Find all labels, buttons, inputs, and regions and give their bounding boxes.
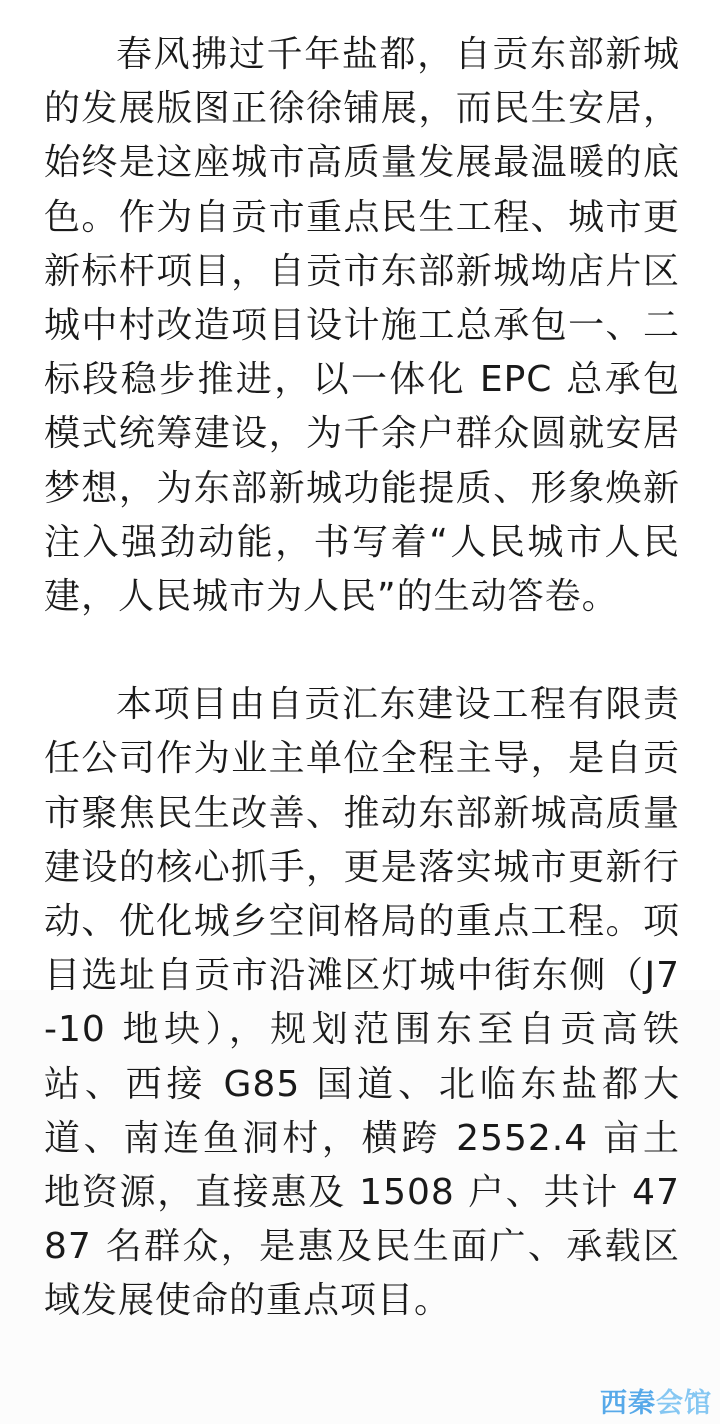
paragraph-project-overview: 本项目由自贡汇东建设工程有限责任公司作为业主单位全程主导，是自贡市聚焦民生改善、推动东部新城高质量建设的核心抓手，更是落实城市更新行动、优化城乡空间格局的重点工程。项目选址自贡市沿滩区灯城中街东侧（J7-10 地块），规划范围东至自贡高铁站、西接 G85 国道、北临东盐都大道、南连鱼洞村，横跨 2552.4 亩土地资源，直接惠及 1508 户、共计 4787 名群众，是惠及民生面广、承载区域发展使命的重点项目。: [44, 684, 680, 1322]
watermark-text-part2: 会馆: [656, 1388, 712, 1419]
paragraph-intro: 春风拂过千年盐都，自贡东部新城的发展版图正徐徐铺展，而民生安居，始终是这座城市高质量发展最温暖的底色。作为自贡市重点民生工程、城市更新标杆项目，自贡市东部新城坳店片区城中村改造项目设计施工总承包一、二标段稳步推进，以一体化 EPC 总承包模式统筹建设，为千余户群众圆就安居梦想，为东部新城功能提质、形象焕新注入强劲动能，书写着“人民城市人民建，人民城市为人民”的生动答卷。: [44, 34, 680, 618]
watermark-text-part1: 西秦: [600, 1388, 656, 1419]
watermark-logo: [600, 1381, 712, 1420]
article-body: [44, 28, 680, 1329]
